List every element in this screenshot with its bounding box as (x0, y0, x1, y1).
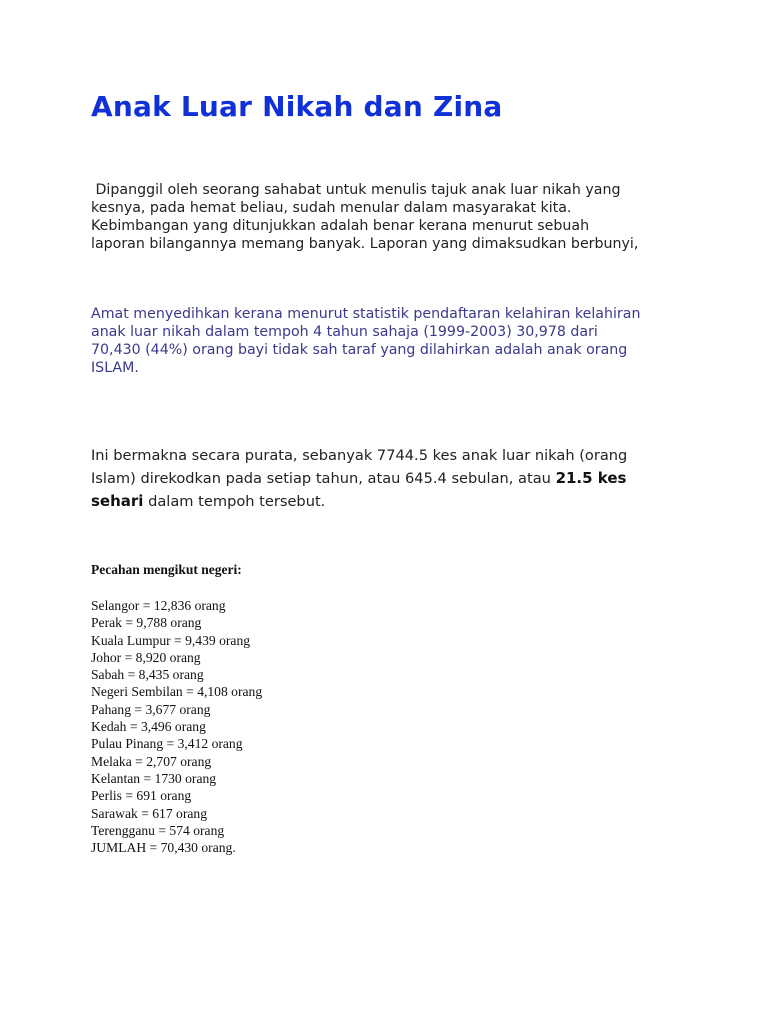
list-item: Pahang = 3,677 orang (91, 701, 211, 717)
intro-line: Dipanggil oleh seorang sahabat untuk menulis tajuk anak luar nikah yang (91, 182, 621, 198)
quote-line: 70,430 (44%) orang bayi tidak sah taraf yang dilahirkan adalah anak orang (91, 342, 628, 358)
list-item: Sarawak = 617 orang (91, 805, 208, 821)
meaning-bold-count: 21.5 kes (555, 469, 627, 487)
list-item: Melaka = 2,707 orang (91, 753, 212, 769)
meaning-bold-daily: sehari (91, 492, 144, 510)
intro-line: kesnya, pada hemat beliau, sudah menular dalam masyarakat kita. (91, 200, 572, 216)
quote-line: Amat menyedihkan kerana menurut statistik pendaftaran kelahiran kelahiran (91, 306, 641, 322)
list-item: Johor = 8,920 orang (91, 649, 201, 665)
meaning-text: Islam) direkodkan pada setiap tahun, atau 645.4 sebulan, atau (91, 470, 556, 487)
list-item: Kelantan = 1730 orang (91, 770, 217, 786)
list-item: Negeri Sembilan = 4,108 orang (91, 684, 263, 700)
article-title: Anak Luar Nikah dan Zina (91, 90, 503, 123)
intro-line: laporan bilangannya memang banyak. Laporan yang dimaksudkan berbunyi, (91, 236, 639, 252)
list-item: Selangor = 12,836 orang (91, 598, 226, 613)
list-item: Kedah = 3,496 orang (91, 719, 206, 735)
meaning-line (91, 490, 686, 513)
intro-paragraph (91, 181, 686, 253)
list-item: JUMLAH = 70,430 orang. (91, 840, 236, 856)
intro-line: Kebimbangan yang ditunjukkan adalah benar kerana menurut sebuah (91, 218, 590, 234)
breakdown-title: Pecahan mengikut negeri: (91, 562, 242, 577)
list-item: Terengganu = 574 orang (91, 822, 225, 838)
meaning-paragraph (91, 445, 686, 513)
list-item: Perak = 9,788 orang (91, 615, 202, 631)
quote-line: ISLAM. (91, 360, 139, 376)
meaning-line (91, 467, 686, 490)
quote-line: anak luar nikah dalam tempoh 4 tahun sahaja (1999-2003) 30,978 dari (91, 324, 598, 340)
list-item: Sabah = 8,435 orang (91, 667, 204, 683)
meaning-text: dalam tempoh tersebut. (143, 493, 326, 510)
list-item: Kuala Lumpur = 9,439 orang (91, 632, 251, 648)
list-item: Perlis = 691 orang (91, 788, 192, 804)
state-list (91, 597, 262, 856)
quote-paragraph (91, 305, 686, 377)
list-item: Pulau Pinang = 3,412 orang (91, 736, 243, 752)
meaning-line: Ini bermakna secara purata, sebanyak 7744.5 kes anak luar nikah (orang (91, 447, 628, 464)
